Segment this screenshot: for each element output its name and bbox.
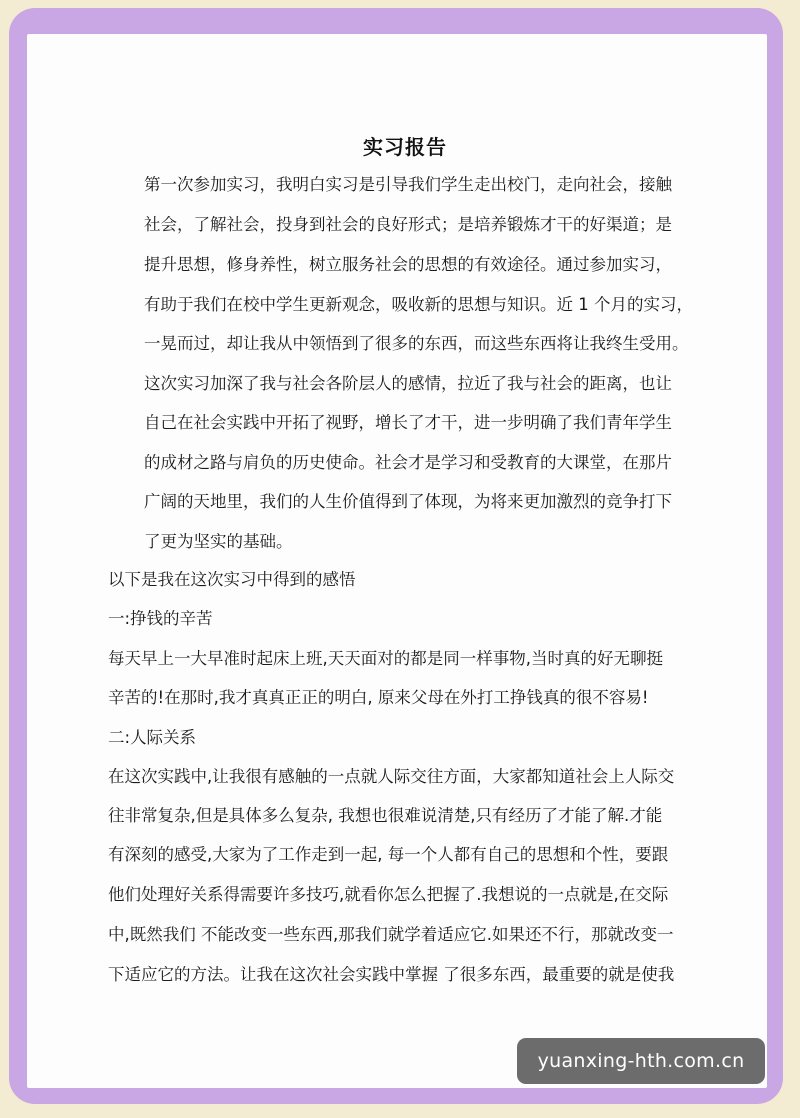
document-title: 实习报告 [363, 135, 447, 159]
intro-line: 一晃而过，却让我从中领悟到了很多的东西，而这些东西将让我终生受用。 [144, 334, 689, 353]
watermark-badge: yuanxing-hth.com.cn [517, 1038, 765, 1084]
body-line: 中,既然我们 不能改变一些东西,那我们就学着适应它.如果还不行，那就改变一 [108, 925, 674, 944]
section-heading: 一:挣钱的辛苦 [108, 609, 213, 628]
body-line: 有深刻的感受,大家为了工作走到一起, 每一个人都有自己的思想和个性，要跟 [108, 845, 669, 864]
intro-line: 的成材之路与肩负的历史使命。社会才是学习和受教育的大课堂，在那片 [144, 453, 672, 472]
intro-line: 广阔的天地里，我们的人生价值得到了体现，为将来更加激烈的竞争打下 [144, 492, 672, 511]
section-heading: 二:人际关系 [108, 728, 197, 747]
intro-line: 提升思想，修身养性，树立服务社会的思想的有效途径。通过参加实习， [144, 255, 672, 274]
body-line: 辛苦的!在那时,我才真真正正的明白, 原来父母在外打工挣钱真的很不容易! [108, 688, 649, 707]
intro-line: 了更为坚实的基础。 [144, 532, 293, 551]
intro-line: 有助于我们在校中学生更新观念，吸收新的思想与知识。近 1 个月的实习， [144, 295, 693, 314]
intro-line: 社会，了解社会，投身到社会的良好形式；是培养锻炼才干的好渠道；是 [144, 215, 672, 234]
section-intro: 以下是我在这次实习中得到的感悟 [108, 570, 356, 589]
body-line: 每天早上一大早准时起床上班,天天面对的都是同一样事物,当时真的好无聊挺 [108, 649, 663, 668]
body-line: 在这次实践中,让我很有感触的一点就人际交往方面，大家都知道社会上人际交 [108, 767, 675, 786]
body-line: 往非常复杂,但是具体多么复杂, 我想也很难说清楚,只有经历了才能了解.才能 [108, 806, 663, 825]
body-line: 他们处理好关系得需要许多技巧,就看你怎么把握了.我想说的一点就是,在交际 [108, 885, 669, 904]
intro-line: 第一次参加实习，我明白实习是引导我们学生走出校门，走向社会，接触 [144, 175, 672, 194]
intro-line: 自己在社会实践中开拓了视野，增长了才干，进一步明确了我们青年学生 [144, 413, 672, 432]
intro-line: 这次实习加深了我与社会各阶层人的感情，拉近了我与社会的距离，也让 [144, 374, 672, 393]
body-line: 下适应它的方法。让我在这次社会实践中掌握 了很多东西，最重要的就是使我 [108, 965, 675, 984]
